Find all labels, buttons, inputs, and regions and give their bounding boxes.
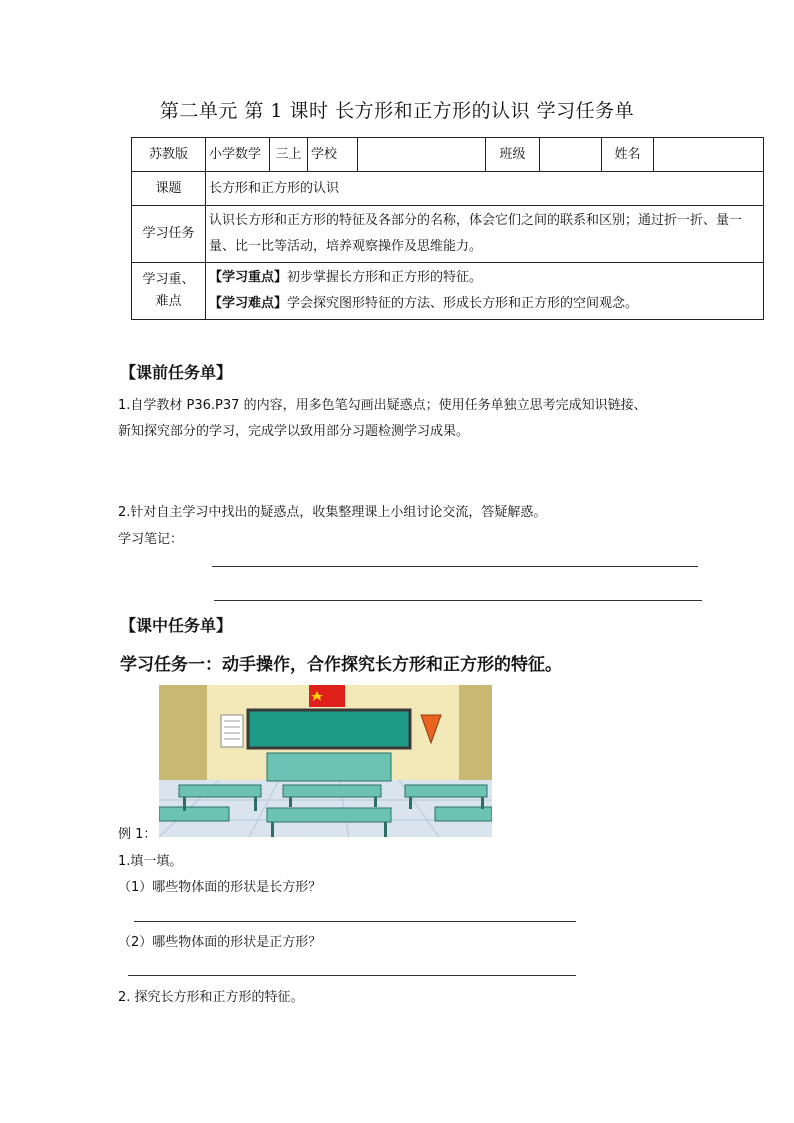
cell-subject: 小学数学 — [206, 138, 270, 172]
key-tag: 【学习重点】 — [209, 270, 288, 285]
question-1: （1）哪些物体面的形状是长方形？ — [118, 880, 322, 895]
pre-item1-line1: 1.自学教材 P36.P37 的内容，用多色笔勾画出疑惑点；使用任务单独立思考完成知识链接、 — [118, 398, 647, 413]
classroom-illustration — [159, 685, 492, 837]
key-points — [206, 263, 764, 320]
task-label: 学习任务 — [132, 206, 206, 263]
fill-label: 1.填一填。 — [118, 854, 183, 869]
diff-value: 学会探究图形特征的方法、形成长方形和正方形的空间观念。 — [287, 296, 639, 311]
question-2: （2）哪些物体面的形状是正方形？ — [118, 935, 322, 950]
cell-name-value[interactable] — [654, 138, 764, 172]
diff-tag: 【学习难点】 — [209, 296, 288, 311]
page-title: 第二单元 第 1 课时 长方形和正方形的认识 学习任务单 — [159, 100, 635, 122]
topic-label: 课题 — [132, 172, 206, 206]
notes-line-2[interactable] — [214, 600, 702, 601]
example-label: 例 1： — [118, 827, 157, 842]
cell-grade: 三上 — [270, 138, 308, 172]
key-value: 初步掌握长方形和正方形的特征。 — [287, 270, 483, 285]
key-label: 学习重、 难点 — [132, 263, 206, 320]
pre-item1-line2: 新知探究部分的学习，完成学以致用部分习题检测学习成果。 — [118, 424, 470, 439]
task-value: 认识长方形和正方形的特征及各部分的名称，体会它们之间的联系和区别；通过折一折、量一量、比一比等活动，培养观察操作及思维能力。 — [206, 206, 764, 263]
answer-line-1[interactable] — [134, 921, 576, 922]
info-table — [131, 137, 764, 320]
answer-line-2[interactable] — [128, 975, 576, 976]
notes-line-1[interactable] — [212, 566, 698, 567]
notes-label: 学习笔记： — [118, 532, 184, 547]
cell-school-value[interactable] — [358, 138, 486, 172]
cell-class-value[interactable] — [540, 138, 602, 172]
cell-edition: 苏教版 — [132, 138, 206, 172]
cell-name-label: 姓名 — [602, 138, 654, 172]
cell-class-label: 班级 — [486, 138, 540, 172]
mid-header: 【课中任务单】 — [120, 616, 233, 635]
cell-school-label: 学校 — [308, 138, 358, 172]
mid-item2: 2. 探究长方形和正方形的特征。 — [118, 990, 304, 1005]
pre-header: 【课前任务单】 — [120, 363, 233, 382]
pre-item2: 2.针对自主学习中找出的疑惑点，收集整理课上小组讨论交流，答疑解惑。 — [118, 505, 547, 520]
task1-title: 学习任务一：动手操作，合作探究长方形和正方形的特征。 — [120, 655, 562, 675]
topic-value: 长方形和正方形的认识 — [206, 172, 764, 206]
